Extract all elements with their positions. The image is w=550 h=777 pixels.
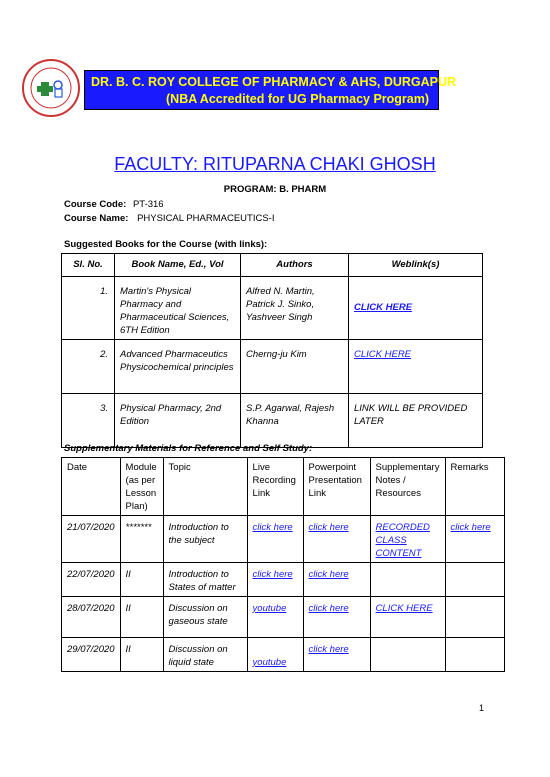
books-header-slno: Sl. No. [62, 254, 115, 277]
supp-topic: Discussion on liquid state [163, 638, 247, 672]
course-code-line [64, 199, 164, 210]
supp-section-title: Supplementary Materials for Reference and Self Study: [64, 443, 313, 454]
supp-topic: Discussion on gaseous state [163, 597, 247, 638]
course-name-label: Course Name: [64, 213, 129, 224]
supp-notes-empty [370, 638, 445, 672]
supp-notes-empty [370, 563, 445, 597]
live-recording-link[interactable]: click here [252, 569, 293, 580]
supp-module: II [120, 638, 163, 672]
supp-header-live: Live Recording Link [247, 458, 303, 516]
book-weblink[interactable]: CLICK HERE [354, 349, 412, 360]
page-number: 1 [479, 703, 485, 713]
book-name: Martin's Physical Pharmacy and Pharmaceutical Sciences, 6TH Edition [115, 277, 241, 340]
notes-link[interactable]: RECORDED CLASS CONTENT [375, 522, 430, 559]
college-banner [84, 70, 457, 110]
supp-remarks-empty [445, 638, 504, 672]
supp-date: 29/07/2020 [62, 638, 121, 672]
table-row [62, 638, 505, 672]
course-code: PT-316 [132, 199, 164, 210]
faculty-title: FACULTY: RITUPARNA CHAKI GHOSH [114, 154, 436, 174]
table-row [62, 394, 483, 448]
live-recording-link[interactable]: click here [252, 522, 293, 533]
supp-remarks-empty [445, 597, 504, 638]
book-weblink[interactable]: CLICK HERE [354, 301, 413, 313]
ppt-link[interactable]: click here [308, 522, 349, 533]
book-weblink-pending: LINK WILL BE PROVIDED LATER [349, 394, 483, 448]
table-row [62, 563, 505, 597]
books-header-authors: Authors [241, 254, 349, 277]
books-table [61, 253, 483, 448]
supp-date: 28/07/2020 [62, 597, 121, 638]
book-authors: Alfred N. Martin, Patrick J. Sinko, Yashveer Singh [241, 277, 349, 340]
supp-remarks-empty [445, 563, 504, 597]
live-recording-link[interactable]: youtube [252, 603, 287, 614]
book-authors: S.P. Agarwal, Rajesh Khanna [241, 394, 349, 448]
program-title: PROGRAM: B. PHARM [223, 184, 327, 195]
notes-link[interactable]: CLICK HERE [375, 603, 433, 614]
supp-module: II [120, 597, 163, 638]
book-name: Physical Pharmacy, 2nd Edition [115, 394, 241, 448]
book-number: 3. [62, 394, 115, 448]
ppt-link[interactable]: click here [308, 644, 349, 655]
supp-header-notes: Supplementary Notes / Resources [370, 458, 445, 516]
course-name-line [64, 213, 274, 224]
supp-header-topic: Topic [163, 458, 247, 516]
course-name: PHYSICAL PHARMACEUTICS-I [137, 213, 275, 224]
book-number: 2. [62, 340, 115, 394]
table-row [62, 516, 505, 563]
live-recording-link[interactable]: youtube [252, 657, 287, 668]
book-name: Advanced Pharmaceutics Physicochemical principles [115, 340, 241, 394]
ppt-link[interactable]: click here [308, 603, 349, 614]
remarks-link[interactable]: click here [450, 522, 491, 533]
table-row [62, 277, 483, 340]
book-authors: Cherng-ju Kim [241, 340, 349, 394]
college-logo [21, 58, 81, 118]
table-row [62, 597, 505, 638]
supplementary-table [61, 457, 505, 672]
supp-date: 21/07/2020 [62, 516, 121, 563]
books-header-row [62, 254, 483, 277]
books-header-name: Book Name, Ed., Vol [115, 254, 241, 277]
supp-module: ******* [120, 516, 163, 563]
supp-date: 22/07/2020 [62, 563, 121, 597]
ppt-link[interactable]: click here [308, 569, 349, 580]
supp-header-date: Date [62, 458, 121, 516]
supp-topic: Introduction to States of matter [163, 563, 247, 597]
book-number: 1. [62, 277, 115, 340]
accreditation-note: (NBA Accredited for UG Pharmacy Program) [166, 92, 430, 106]
supp-header-remarks: Remarks [445, 458, 504, 516]
supp-header-ppt: Powerpoint Presentation Link [303, 458, 370, 516]
supp-module: II [120, 563, 163, 597]
books-header-weblink: Weblink(s) [349, 254, 483, 277]
books-section-title: Suggested Books for the Course (with links): [64, 239, 268, 250]
supp-topic: Introduction to the subject [163, 516, 247, 563]
course-code-label: Course Code: [64, 199, 127, 210]
supp-header-module: Module (as per Lesson Plan) [120, 458, 163, 516]
supp-header-row [62, 458, 505, 516]
table-row [62, 340, 483, 394]
college-name: DR. B. C. ROY COLLEGE OF PHARMACY & AHS, DURGAPUR [91, 75, 457, 89]
